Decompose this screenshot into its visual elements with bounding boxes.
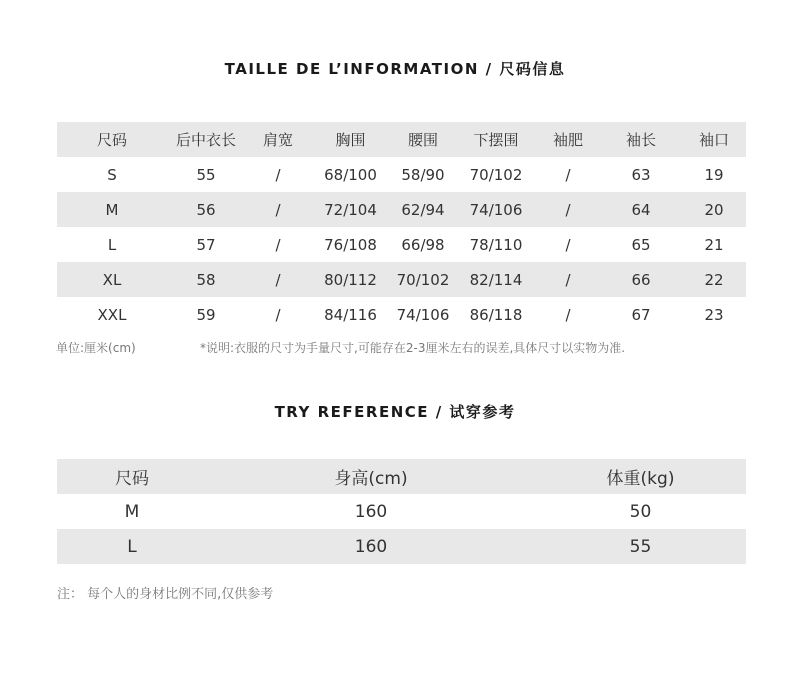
table-row xyxy=(57,297,746,332)
table-cell: 65 xyxy=(631,235,651,254)
table-cell: L xyxy=(107,235,117,254)
table-cell: L xyxy=(57,529,207,564)
table-cell: / xyxy=(565,165,571,184)
table-cell: 59 xyxy=(196,305,216,324)
table-cell: 66 xyxy=(600,262,682,297)
header-cell-shoulder: 肩宽 xyxy=(245,122,311,157)
table-cell: / xyxy=(536,262,600,297)
table-cell: / xyxy=(245,262,311,297)
header-cell-hem: 下摆围 xyxy=(456,122,536,157)
table-cell: / xyxy=(565,235,571,254)
table-cell: 22 xyxy=(682,262,746,297)
header-cell-size: 尺码 xyxy=(57,459,207,494)
table-cell: 64 xyxy=(600,192,682,227)
table-cell: 76/108 xyxy=(324,235,377,254)
header-cell-upper-arm: 袖肥 xyxy=(536,122,600,157)
header-cell-size: 尺码 xyxy=(57,122,167,157)
table-cell: M xyxy=(57,192,167,227)
table-cell: 74/106 xyxy=(396,305,450,324)
measurement-description-note: *说明:衣服的尺寸为手量尺寸,可能存在2-3厘米左右的误差,具体尺寸以实物为准. xyxy=(200,341,626,355)
table-row xyxy=(57,494,746,529)
table-cell: 84/116 xyxy=(324,305,377,324)
try-reference-title: TRY REFERENCE / 试穿参考 xyxy=(274,403,516,421)
table-cell: XL xyxy=(57,262,167,297)
size-table-header-row xyxy=(57,122,746,157)
table-cell: 78/110 xyxy=(469,235,523,254)
table-cell: 74/106 xyxy=(456,192,536,227)
table-cell: 56 xyxy=(167,192,245,227)
header-cell-weight: 体重(kg) xyxy=(535,459,746,494)
table-cell: / xyxy=(245,192,311,227)
table-cell: S xyxy=(107,165,117,184)
table-cell: / xyxy=(536,192,600,227)
table-cell: 58/90 xyxy=(401,165,445,184)
table-cell: 70/102 xyxy=(390,262,456,297)
table-cell: 67 xyxy=(631,305,651,324)
table-cell: / xyxy=(275,165,281,184)
header-cell-waist: 腰围 xyxy=(390,122,456,157)
table-row xyxy=(57,262,746,297)
table-row xyxy=(57,529,746,564)
table-cell: 66/98 xyxy=(401,235,445,254)
try-table-header-row xyxy=(57,459,746,494)
table-cell: / xyxy=(565,305,571,324)
table-cell: 55 xyxy=(196,165,216,184)
table-row xyxy=(57,192,746,227)
table-cell: 19 xyxy=(704,165,724,184)
try-reference-table xyxy=(57,459,746,564)
table-cell: M xyxy=(124,501,140,522)
table-cell: XXL xyxy=(97,305,127,324)
table-cell: / xyxy=(275,305,281,324)
table-cell: 70/102 xyxy=(469,165,523,184)
table-cell: 23 xyxy=(704,305,724,324)
table-cell: 58 xyxy=(167,262,245,297)
table-cell: 86/118 xyxy=(469,305,523,324)
table-cell: 21 xyxy=(704,235,724,254)
table-row xyxy=(57,157,746,192)
reference-note: 注： 每个人的身材比例不同,仅供参考 xyxy=(57,587,274,602)
header-cell-cuff: 袖口 xyxy=(682,122,746,157)
header-cell-back-length: 后中衣长 xyxy=(167,122,245,157)
table-cell: 80/112 xyxy=(311,262,390,297)
table-cell: 160 xyxy=(207,529,535,564)
table-cell: 82/114 xyxy=(456,262,536,297)
unit-note: 单位:厘米(cm) xyxy=(56,341,136,355)
table-cell: 63 xyxy=(631,165,651,184)
table-cell: 20 xyxy=(682,192,746,227)
header-cell-height: 身高(cm) xyxy=(207,459,535,494)
header-cell-sleeve-length: 袖长 xyxy=(600,122,682,157)
table-row xyxy=(57,227,746,262)
size-info-table xyxy=(57,122,746,332)
table-cell: 160 xyxy=(354,501,388,522)
table-cell: 72/104 xyxy=(311,192,390,227)
table-cell: 68/100 xyxy=(324,165,377,184)
table-cell: 50 xyxy=(629,501,652,522)
table-cell: 62/94 xyxy=(390,192,456,227)
table-cell: 57 xyxy=(196,235,216,254)
table-cell: 55 xyxy=(535,529,746,564)
table-cell: / xyxy=(275,235,281,254)
header-cell-chest: 胸围 xyxy=(311,122,390,157)
size-info-title: TAILLE DE L’INFORMATION / 尺码信息 xyxy=(224,60,566,78)
